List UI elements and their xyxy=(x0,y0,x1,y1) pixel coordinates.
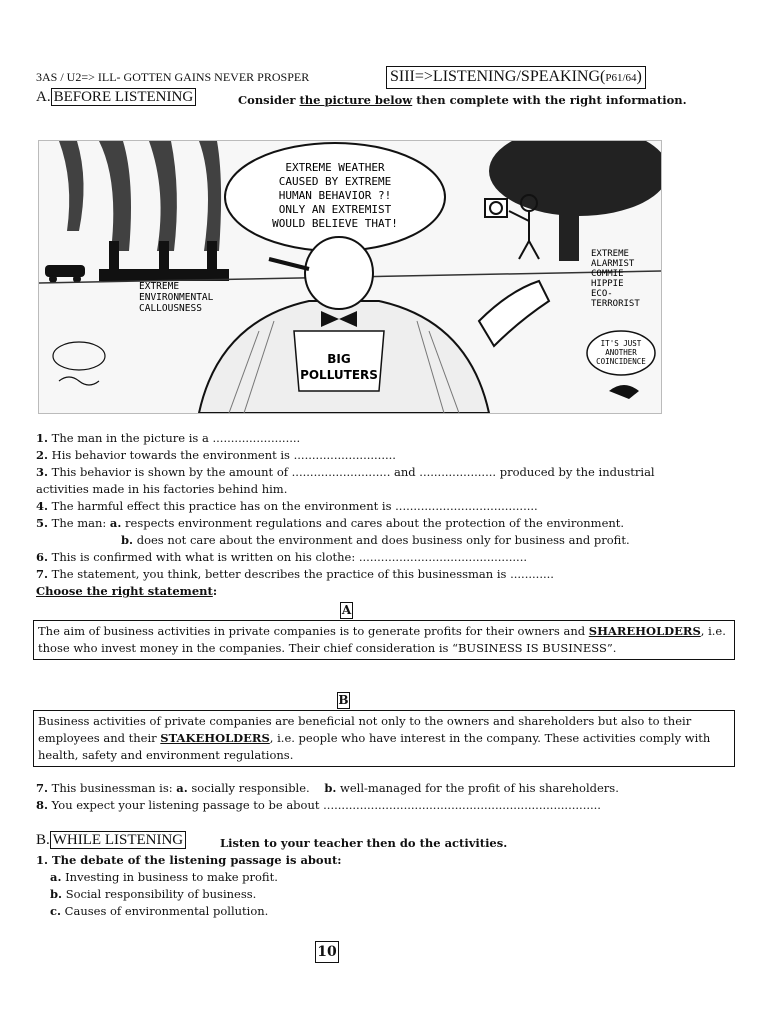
small-speech-bubble xyxy=(587,331,655,375)
left-caption-1: EXTREME xyxy=(139,281,180,292)
choose-statement-heading xyxy=(36,583,736,600)
question-8 xyxy=(36,797,736,814)
question-7b xyxy=(36,780,736,797)
q7b-number: 7. xyxy=(36,781,49,795)
right-caption-5: ECO- xyxy=(591,289,613,299)
car-icon xyxy=(45,265,85,283)
question-list-2 xyxy=(36,780,736,814)
section-header-main: SIII=>LISTENING/SPEAKING( xyxy=(390,68,606,85)
q5-text: The man: xyxy=(51,516,110,530)
cartoon-image xyxy=(38,140,662,414)
small-bubble-2: ANOTHER xyxy=(605,348,637,357)
section-b-instruction: Listen to your teacher then do the activities. xyxy=(220,836,508,850)
smoke-plumes xyxy=(59,141,221,251)
right-caption-2: ALARMIST xyxy=(591,259,635,269)
page-number: 10 xyxy=(315,941,339,963)
question-7 xyxy=(36,566,736,583)
question-2 xyxy=(36,447,736,464)
right-caption-1: EXTREME xyxy=(591,249,629,259)
q7b-option-a-label: a. xyxy=(176,781,188,795)
option-b xyxy=(36,886,736,903)
section-b-title: WHILE LISTENING xyxy=(50,831,186,849)
question-list xyxy=(36,430,736,600)
q5-option-b-label: b. xyxy=(121,533,134,547)
small-bubble-1: IT'S JUST xyxy=(600,339,642,348)
factory xyxy=(99,241,229,281)
choose-text: Choose the right statement xyxy=(36,584,213,598)
bubble-line-2: CAUSED BY EXTREME xyxy=(278,175,392,188)
statement-a-label: A xyxy=(341,603,352,617)
left-caption-2: ENVIRONMENTAL xyxy=(139,292,214,303)
option-b-text: Social responsibility of business. xyxy=(65,887,257,901)
statement-a-post: , i.e. those who invest money in the companies. Their chief consideration is “BUSINESS IS BUSINESS”. xyxy=(38,624,726,655)
q3-text: This behavior is shown by the amount of ........................... and ..................... produced by the industrial xyxy=(51,465,655,479)
q8-text: You expect your listening passage to be about ............................................................................ xyxy=(51,798,601,812)
instr-a-pre: Consider xyxy=(238,93,300,107)
left-caption-3: CALLOUSNESS xyxy=(139,303,202,314)
q4-number: 4. xyxy=(36,499,49,513)
right-caption-4: HIPPIE xyxy=(591,279,624,289)
b-q1-number: 1. xyxy=(36,853,49,867)
option-c-label: c. xyxy=(50,904,62,918)
option-a xyxy=(36,869,736,886)
instr-a-post: then complete with the right information. xyxy=(412,93,687,107)
statement-b-key: STAKEHOLDERS xyxy=(160,731,270,745)
q6-text: This is confirmed with what is written on his clothe: .............................................. xyxy=(51,550,528,564)
q7b-option-a-text: socially responsible. xyxy=(191,781,310,795)
bubble-line-1: EXTREME WEATHER xyxy=(285,161,385,174)
section-header-pages: P61/64 xyxy=(605,72,637,84)
bubble-line-3: HUMAN BEHAVIOR ?! xyxy=(278,189,392,202)
option-a-label: a. xyxy=(50,870,62,884)
choose-colon: : xyxy=(212,584,218,598)
q4-text: The harmful effect this practice has on the environment is ....................................... xyxy=(51,499,538,513)
q5-number: 5. xyxy=(36,516,49,530)
right-caption-6: TERRORIST xyxy=(591,299,640,309)
question-3 xyxy=(36,464,736,481)
statement-a-pre: The aim of business activities in private companies is to generate profits for their owners and xyxy=(38,624,586,638)
question-5 xyxy=(36,515,736,532)
q6-number: 6. xyxy=(36,550,49,564)
section-header-close: ) xyxy=(636,68,642,85)
q7b-text: This businessman is: xyxy=(51,781,177,795)
bubble-line-4: ONLY AN EXTREMIST xyxy=(278,203,392,216)
section-a-title: BEFORE LISTENING xyxy=(51,88,197,106)
artist-signature xyxy=(53,342,105,385)
q7b-option-b-label: b. xyxy=(324,781,337,795)
q2-text: His behavior towards the environment is ............................ xyxy=(51,448,396,462)
statement-b-post: , i.e. people who have interest in the company. These activities comply with health, safety and environment regulations. xyxy=(38,731,711,762)
option-c xyxy=(36,903,736,920)
right-caption xyxy=(591,249,640,309)
statement-b-label: B xyxy=(338,693,349,707)
unit-header: 3AS / U2=> ILL- GOTTEN GAINS NEVER PROSPER xyxy=(36,70,310,84)
tree xyxy=(489,141,661,261)
section-b-heading xyxy=(36,832,186,849)
section-a-instruction xyxy=(238,93,687,107)
q3-number: 3. xyxy=(36,465,49,479)
statement-a-key: SHAREHOLDERS xyxy=(588,624,701,638)
option-a-text: Investing in business to make profit. xyxy=(65,870,278,884)
question-1 xyxy=(36,430,736,447)
question-4 xyxy=(36,498,736,515)
section-a-letter: A. xyxy=(36,89,51,105)
q5-option-a-text: respects environment regulations and cares about the protection of the environment. xyxy=(125,516,625,530)
small-bubble-3: COINCIDENCE xyxy=(596,357,646,366)
section-b-letter: B. xyxy=(36,832,50,848)
right-caption-3: COMMIE xyxy=(591,269,624,279)
q5-option-b-text: does not care about the environment and does business only for business and profit. xyxy=(136,533,630,547)
q7b-option-b-text: well-managed for the profit of his shareholders. xyxy=(340,781,619,795)
shirt-text-1: BIG xyxy=(327,352,351,366)
q7-text: The statement, you think, better describes the practice of this businessman is ............ xyxy=(51,567,554,581)
statement-b-pre: Business activities of private companies are beneficial not only to the owners and shareholders but also to their employees and their xyxy=(38,714,692,745)
shirt-text-2: POLLUTERS xyxy=(300,368,378,382)
q8-number: 8. xyxy=(36,798,49,812)
businessman-figure xyxy=(199,237,549,413)
instr-a-underlined: the picture below xyxy=(299,93,413,107)
b-q1-text: The debate of the listening passage is about: xyxy=(52,853,342,867)
question-3-continued: activities made in his factories behind him. xyxy=(36,482,288,496)
left-caption xyxy=(139,281,214,314)
q2-number: 2. xyxy=(36,448,49,462)
q7-number: 7. xyxy=(36,567,49,581)
section-b-questions xyxy=(36,852,736,920)
bubble-line-5: WOULD BELIEVE THAT! xyxy=(272,217,398,230)
q1-number: 1. xyxy=(36,431,49,445)
section-header-box xyxy=(386,66,646,89)
q5-option-a-label: a. xyxy=(109,516,122,530)
option-c-text: Causes of environmental pollution. xyxy=(64,904,269,918)
q1-text: The man in the picture is a ........................ xyxy=(51,431,301,445)
bird-icon xyxy=(609,385,639,399)
statement-a-box xyxy=(33,620,735,660)
section-b-question-1 xyxy=(36,852,736,869)
question-5-option-b xyxy=(36,532,736,549)
section-a-heading xyxy=(36,89,196,106)
question-6 xyxy=(36,549,736,566)
option-b-label: b. xyxy=(50,887,63,901)
statement-b-box xyxy=(33,710,735,767)
